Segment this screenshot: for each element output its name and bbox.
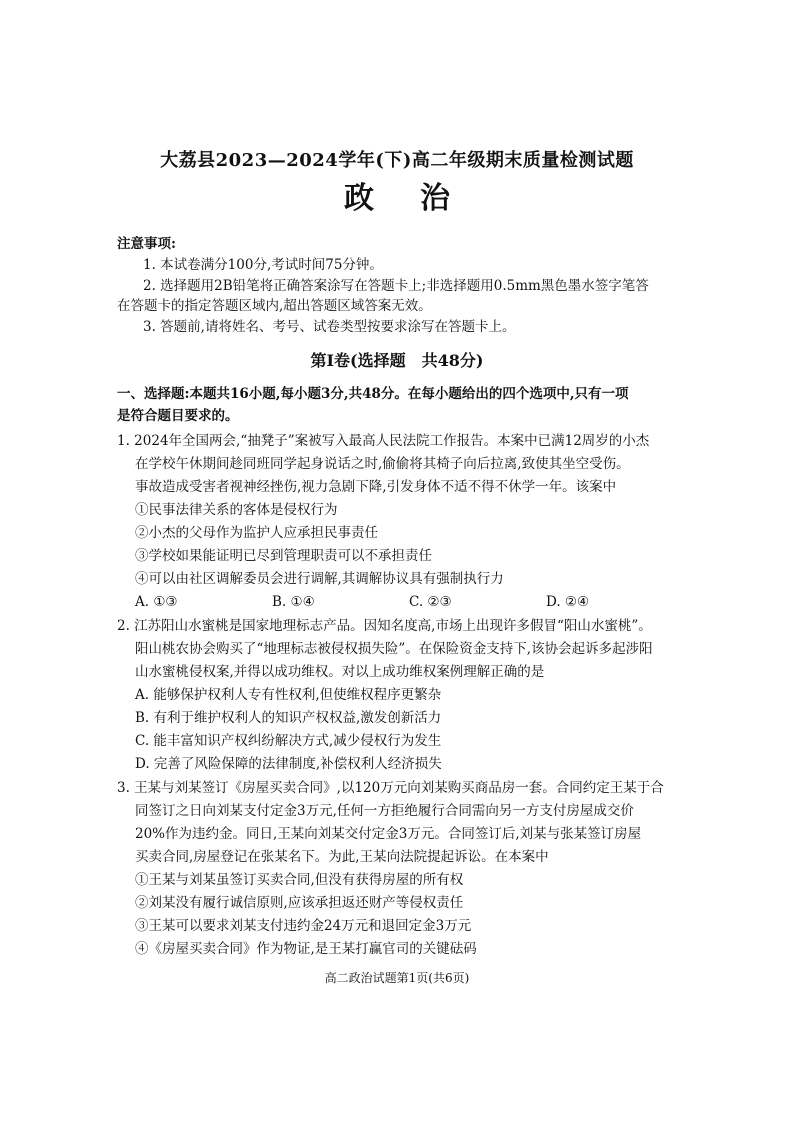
statement: ③学校如果能证明已尽到管理职责可以不承担责任 bbox=[135, 548, 432, 564]
answer-option: C. 能丰富知识产权纠纷解决方式,减少侵权行为发生 bbox=[135, 733, 442, 749]
statement: ④《房屋买卖合同》作为物证,是王某打赢官司的关键砝码 bbox=[135, 941, 477, 957]
section-intro: 是符合题目要求的。 bbox=[117, 408, 239, 424]
notice-item: 在答题卡的指定答题区域内,超出答题区域答案无效。 bbox=[117, 298, 432, 314]
question-text: 在学校午休期间趁同班同学起身说话之时,偷偷将其椅子向后拉离,致使其坐空受伤。 bbox=[135, 456, 630, 472]
section-intro: 一、选择题:本题共16小题,每小题3分,共48分。在每小题给出的四个选项中,只有一项 bbox=[117, 386, 629, 402]
question-text: 1. 2024年全国两会,“抽凳子”案被写入最高人民法院工作报告。本案中已满12周岁的小杰 bbox=[117, 433, 650, 449]
answer-option: D. 完善了风险保障的法律制度,补偿权利人经济损失 bbox=[135, 756, 442, 772]
answer-option: A. 能够保护权利人专有性权利,但使维权程序更繁杂 bbox=[135, 687, 442, 703]
statement: ①民事法律关系的客体是侵权行为 bbox=[135, 502, 338, 518]
question-text: 2. 江苏阳山水蜜桃是国家地理标志产品。因知名度高,市场上出现许多假冒“阳山水蜜桃”。 bbox=[117, 618, 652, 634]
answer-option: C. ②③ bbox=[409, 594, 452, 610]
notice-item: 3. 答题前,请将姓名、考号、试卷类型按要求涂写在答题卡上。 bbox=[143, 319, 516, 335]
question-text: 3. 王某与刘某签订《房屋买卖合同》,以120万元向刘某购买商品房一套。合同约定王某于合 bbox=[117, 780, 664, 796]
statement: ④可以由社区调解委员会进行调解,其调解协议具有强制执行力 bbox=[135, 571, 504, 587]
notice-heading: 注意事项: bbox=[117, 236, 176, 252]
question-text: 山水蜜桃侵权案,并得以成功维权。对以上成功维权案例理解正确的是 bbox=[135, 664, 545, 680]
question-text: 事故造成受害者视神经挫伤,视力急剧下降,引发身体不适不得不休学一年。该案中 bbox=[135, 479, 617, 495]
statement: ③王某可以要求刘某支付违约金24万元和退回定金3万元 bbox=[135, 918, 472, 934]
statement: ②小杰的父母作为监护人应承担民事责任 bbox=[135, 525, 378, 541]
question-text: 20%作为违约金。同日,王某向刘某交付定金3万元。合同签订后,刘某与张某签订房屋 bbox=[135, 826, 642, 842]
statement: ②刘某没有履行诚信原则,应该承担返还财产等侵权责任 bbox=[135, 895, 464, 911]
subject-title: 政治 bbox=[344, 181, 496, 216]
question-text: 阳山桃农协会购买了“地理标志被侵权损失险”。在保险资金支持下,该协会起诉多起涉阳 bbox=[135, 641, 653, 657]
section-title: 第Ⅰ卷(选择题 共48分) bbox=[310, 351, 484, 370]
notice-item: 1. 本试卷满分100分,考试时间75分钟。 bbox=[143, 257, 383, 273]
page-footer: 高二政治试题第1页(共6页) bbox=[324, 971, 470, 985]
statement: ①王某与刘某虽签订买卖合同,但没有获得房屋的所有权 bbox=[135, 872, 464, 888]
question-text: 同签订之日向刘某支付定金3万元,任何一方拒绝履行合同需向另一方支付房屋成交价 bbox=[135, 803, 634, 819]
answer-option: A. ①③ bbox=[135, 594, 178, 610]
answer-option: B. 有利于维护权利人的知识产权权益,激发创新活力 bbox=[135, 710, 442, 726]
answer-option: B. ①④ bbox=[272, 594, 315, 610]
exam-title: 大荔县2023—2024学年(下)高二年级期末质量检测试题 bbox=[160, 150, 634, 171]
notice-item: 2. 选择题用2B铅笔将正确答案涂写在答题卡上;非选择题用0.5mm黑色墨水签字笔答 bbox=[143, 278, 649, 294]
question-text: 买卖合同,房屋登记在张某名下。为此,王某向法院提起诉讼。在本案中 bbox=[135, 849, 549, 865]
answer-option: D. ②④ bbox=[546, 594, 590, 610]
